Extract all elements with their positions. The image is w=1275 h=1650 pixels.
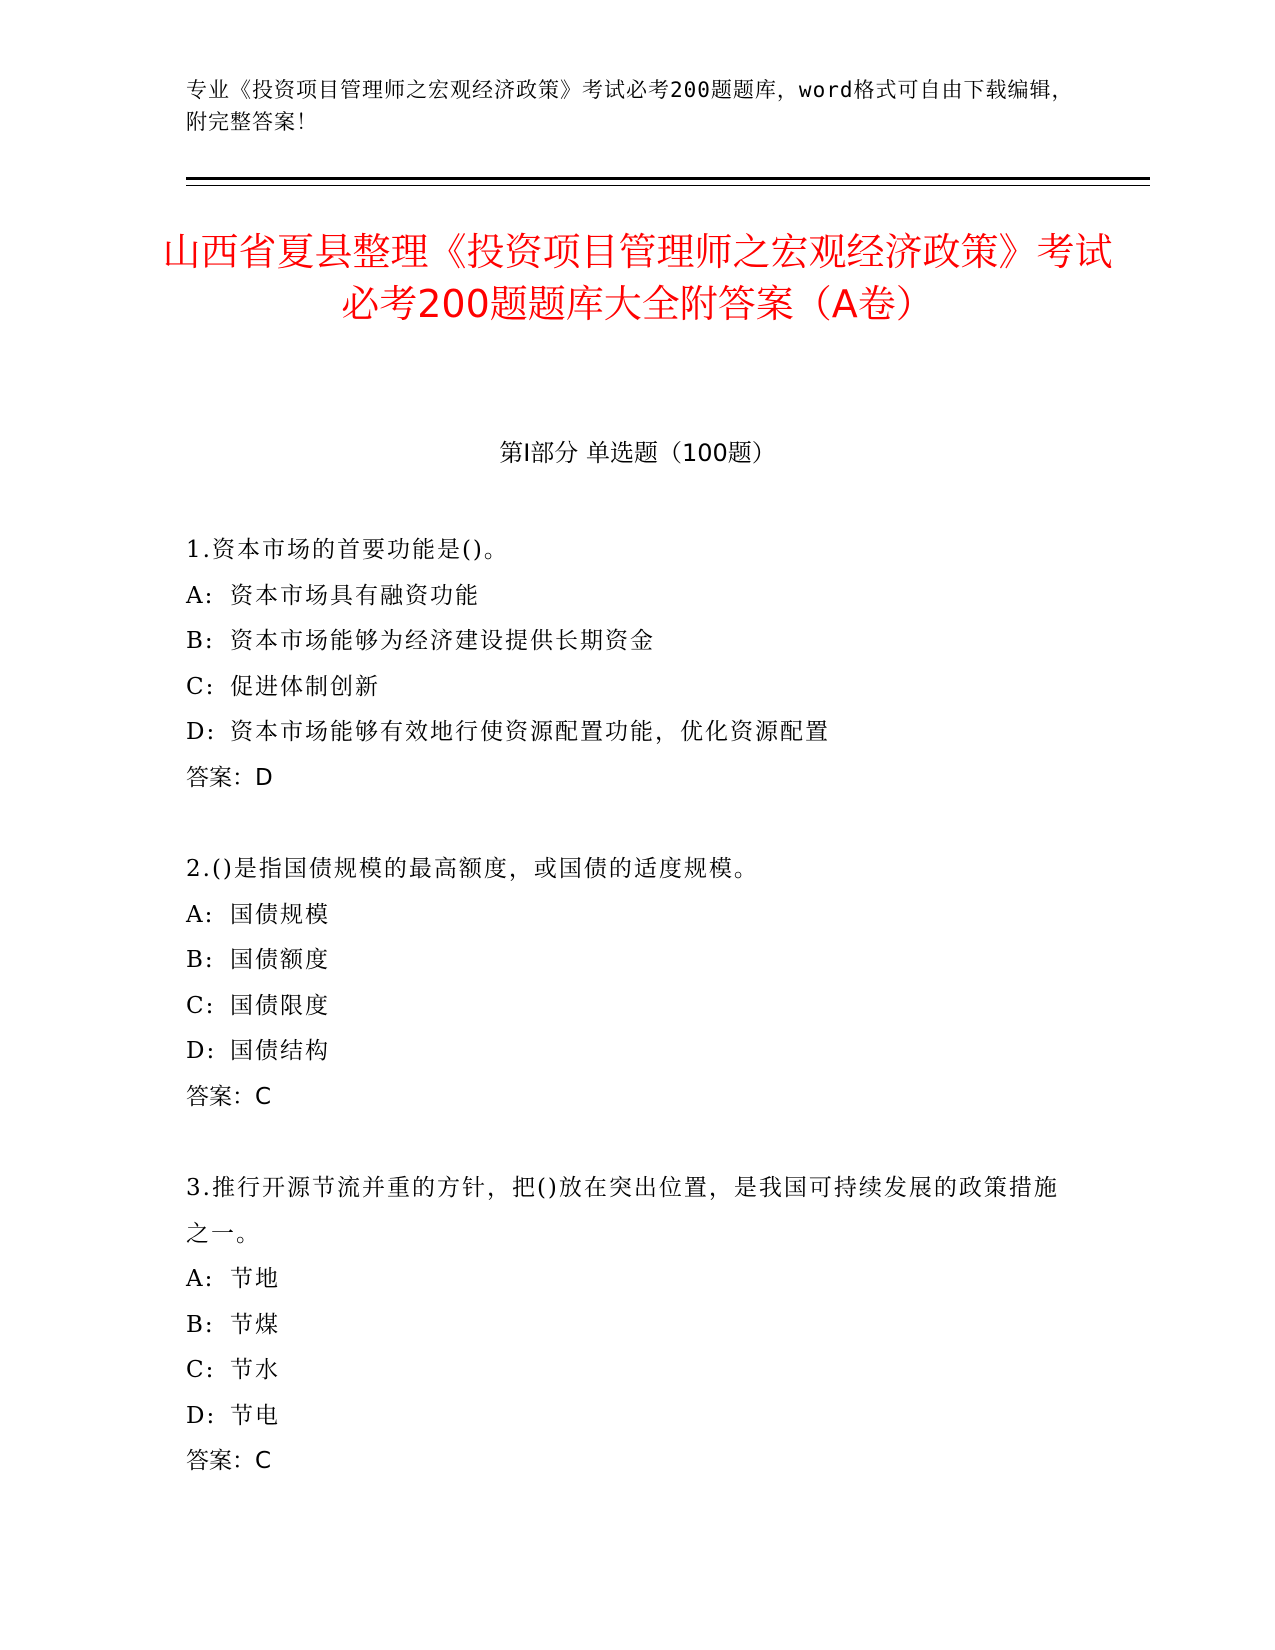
option-b	[186, 938, 1066, 984]
option-text: 国债限度	[230, 992, 330, 1019]
option-letter: B:	[186, 628, 215, 654]
question-2	[186, 847, 1066, 1120]
option-letter: C:	[186, 992, 216, 1019]
question-3	[186, 1166, 1066, 1485]
answer-line: 答案：C	[186, 1083, 272, 1110]
header-rule-thin	[186, 185, 1150, 186]
question-stem: 1.资本市场的首要功能是()。	[186, 537, 509, 563]
question-1	[186, 528, 1066, 801]
option-letter: D:	[186, 1038, 217, 1064]
option-text: 节水	[230, 1357, 280, 1383]
option-d	[186, 1029, 1066, 1075]
option-letter: A:	[186, 901, 215, 928]
option-text: 国债结构	[230, 1038, 330, 1064]
header-note: 专业《投资项目管理师之宏观经济政策》考试必考200题题库，word格式可自由下载编辑，附完整答案！	[186, 78, 1074, 134]
answer-line: 答案：D	[186, 764, 273, 791]
option-letter: C:	[186, 1357, 216, 1383]
option-text: 资本市场能够有效地行使资源配置功能，优化资源配置	[230, 719, 830, 745]
question-list	[186, 528, 1066, 1531]
document-title: 山西省夏县整理《投资项目管理师之宏观经济政策》考试必考200题题库大全附答案（A卷）	[162, 230, 1113, 326]
option-text: 资本市场具有融资功能	[230, 582, 480, 609]
option-letter: A:	[186, 1266, 215, 1292]
option-b	[186, 1303, 1066, 1349]
option-text: 节煤	[230, 1311, 280, 1338]
option-a	[186, 1257, 1066, 1303]
option-text: 资本市场能够为经济建设提供长期资金	[230, 628, 655, 654]
option-b	[186, 619, 1066, 665]
option-letter: D:	[186, 719, 217, 745]
answer-line: 答案：C	[186, 1448, 272, 1474]
option-d	[186, 1394, 1066, 1440]
header-rule-thick	[186, 177, 1150, 180]
question-stem: 2.()是指国债规模的最高额度，或国债的适度规模。	[186, 856, 759, 882]
option-text: 促进体制创新	[230, 673, 380, 700]
question-stem: 3.推行开源节流并重的方针，把()放在突出位置，是我国可持续发展的政策措施之一。	[186, 1175, 1059, 1247]
option-text: 节地	[230, 1266, 280, 1292]
option-a	[186, 574, 1066, 620]
option-letter: B:	[186, 947, 215, 973]
section-title: 第Ⅰ部分 单选题（100题）	[499, 439, 776, 467]
option-letter: D:	[186, 1402, 217, 1429]
option-c	[186, 1348, 1066, 1394]
option-letter: B:	[186, 1311, 215, 1338]
option-letter: C:	[186, 673, 216, 700]
option-text: 国债规模	[230, 901, 330, 928]
option-d	[186, 710, 1066, 756]
option-text: 节电	[230, 1402, 280, 1429]
option-c	[186, 984, 1066, 1030]
option-a	[186, 893, 1066, 939]
option-c	[186, 665, 1066, 711]
option-letter: A:	[186, 582, 215, 609]
option-text: 国债额度	[230, 947, 330, 973]
